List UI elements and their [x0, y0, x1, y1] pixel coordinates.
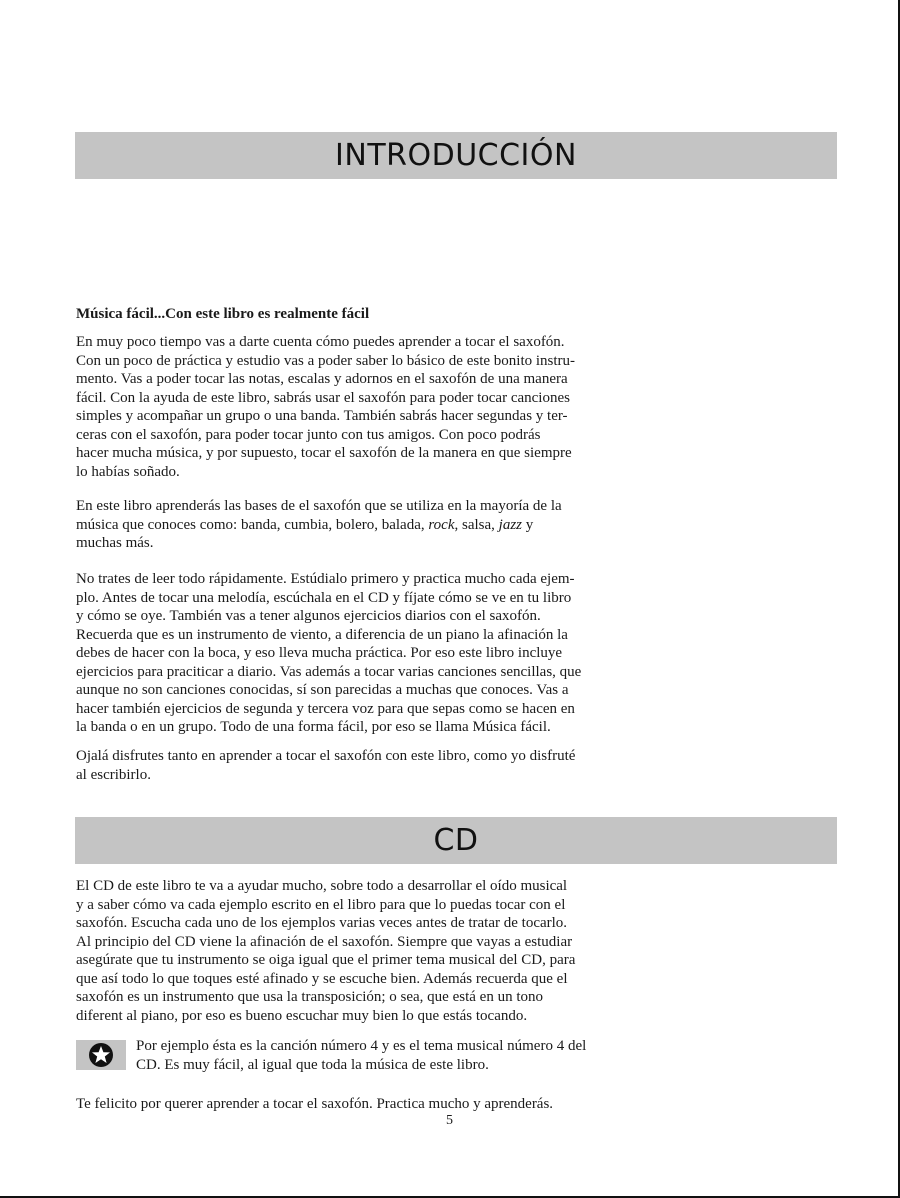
cd-closing-block: [76, 1095, 696, 1114]
intro-paragraph-4-block: [76, 747, 696, 784]
star-in-circle-icon: [88, 1042, 114, 1068]
intro-paragraph-2-jazz: jazz: [498, 516, 523, 533]
intro-paragraph-4: Ojalá disfrutes tanto en aprender a tocar el saxofón con este libro, como yo disfruté al escribirlo.: [76, 748, 576, 783]
intro-paragraph-1: En muy poco tiempo vas a darte cuenta cómo puedes aprender a tocar el saxofón. Con un poco de práctica y estudio vas a poder saber lo básico de este bonito instru- mento. Vas a poder tocar las notas, escalas y adornos en el saxofón de una manera fácil. Con la ayuda de este libro, sabrás usar el saxofón para poder tocar canciones simples y acompañar un grupo o una banda. También sabrás hacer segundas y ter- ceras con el saxofón, para poder tocar junto con tus amigos. Con poco podrás hacer mucha música, y por supuesto, tocar el saxofón de la manera en que siempre lo habías soñado.: [76, 334, 576, 480]
page-number: 5: [446, 1113, 453, 1128]
cd-paragraph-1-block: [76, 877, 696, 1025]
intro-paragraph-3: No trates de leer todo rápidamente. Estúdialo primero y practica mucho cada ejem- plo. Antes de tocar una melodía, escúchala en el CD y fíjate cómo se ve en tu libro y cómo se oye. También vas a tener algunos ejercicios diarios con el saxofón. Recuerda que es un instrumento de viento, a diferencia de un piano la afinación la debes de hacer con la boca, y eso lleva mucha práctica. Por eso este libro incluye ejercicios para praciticar a diario. Vas además a tocar varias canciones sencillas, que aunque no son canciones conocidas, sí son parecidas a muchas que conoces. Vas a hacer también ejercicios de segunda y tercera voz para que sepas como se hacen en la banda o en un grupo. Todo de una forma fácil, por eso se llama Música fácil.: [76, 571, 582, 735]
intro-heading-banner: [75, 132, 837, 179]
intro-paragraph-3-block: [76, 570, 696, 737]
intro-paragraph-2-part-a: En este libro aprenderás las bases de el saxofón que se utiliza en la mayoría de la música que conoces como: banda, cumbia, bolero, balada,: [76, 498, 562, 533]
intro-heading: INTRODUCCIÓN: [335, 138, 577, 173]
intro-subheading-block: [76, 305, 696, 324]
cd-heading-banner: [75, 817, 837, 864]
intro-paragraph-2-rock: rock: [428, 516, 455, 533]
intro-paragraph-2: [76, 497, 696, 553]
cd-heading: CD: [433, 823, 479, 858]
intro-paragraph-2-part-c: y muchas más.: [76, 516, 534, 551]
cd-track-star-icon: [76, 1040, 126, 1070]
intro-paragraph-2-part-b: , salsa,: [454, 516, 499, 533]
intro-paragraph-2-block: [76, 497, 696, 553]
cd-example-text: Por ejemplo ésta es la canción número 4 y es el tema musical número 4 del CD. Es muy fácil, al igual que toda la música de este libro.: [136, 1038, 587, 1073]
intro-subheading: Música fácil...Con este libro es realmente fácil: [76, 306, 370, 322]
intro-paragraph-1-block: [76, 333, 696, 481]
cd-closing: Te felicito por querer aprender a tocar el saxofón. Practica mucho y aprenderás.: [76, 1096, 554, 1112]
cd-paragraph-1: El CD de este libro te va a ayudar mucho, sobre todo a desarrollar el oído musical y a saber cómo va cada ejemplo escrito en el libro para que lo puedas tocar con el saxofón. Escucha cada uno de los ejemplos varias veces antes de tratar de tocarlo. Al principio del CD viene la afinación de el saxofón. Siempre que vayas a estudiar asegúrate que tu instrumento se oiga igual que el primer tema musical del CD, para que así todo lo que toques esté afinado y se escuche bien. Además recuerda que el saxofón es un instrumento que usa la transposición; o sea, que está en un tono diferent al piano, por eso es bueno escuchar muy bien lo que estás tocando.: [76, 878, 576, 1024]
cd-example-row: [76, 1037, 716, 1074]
